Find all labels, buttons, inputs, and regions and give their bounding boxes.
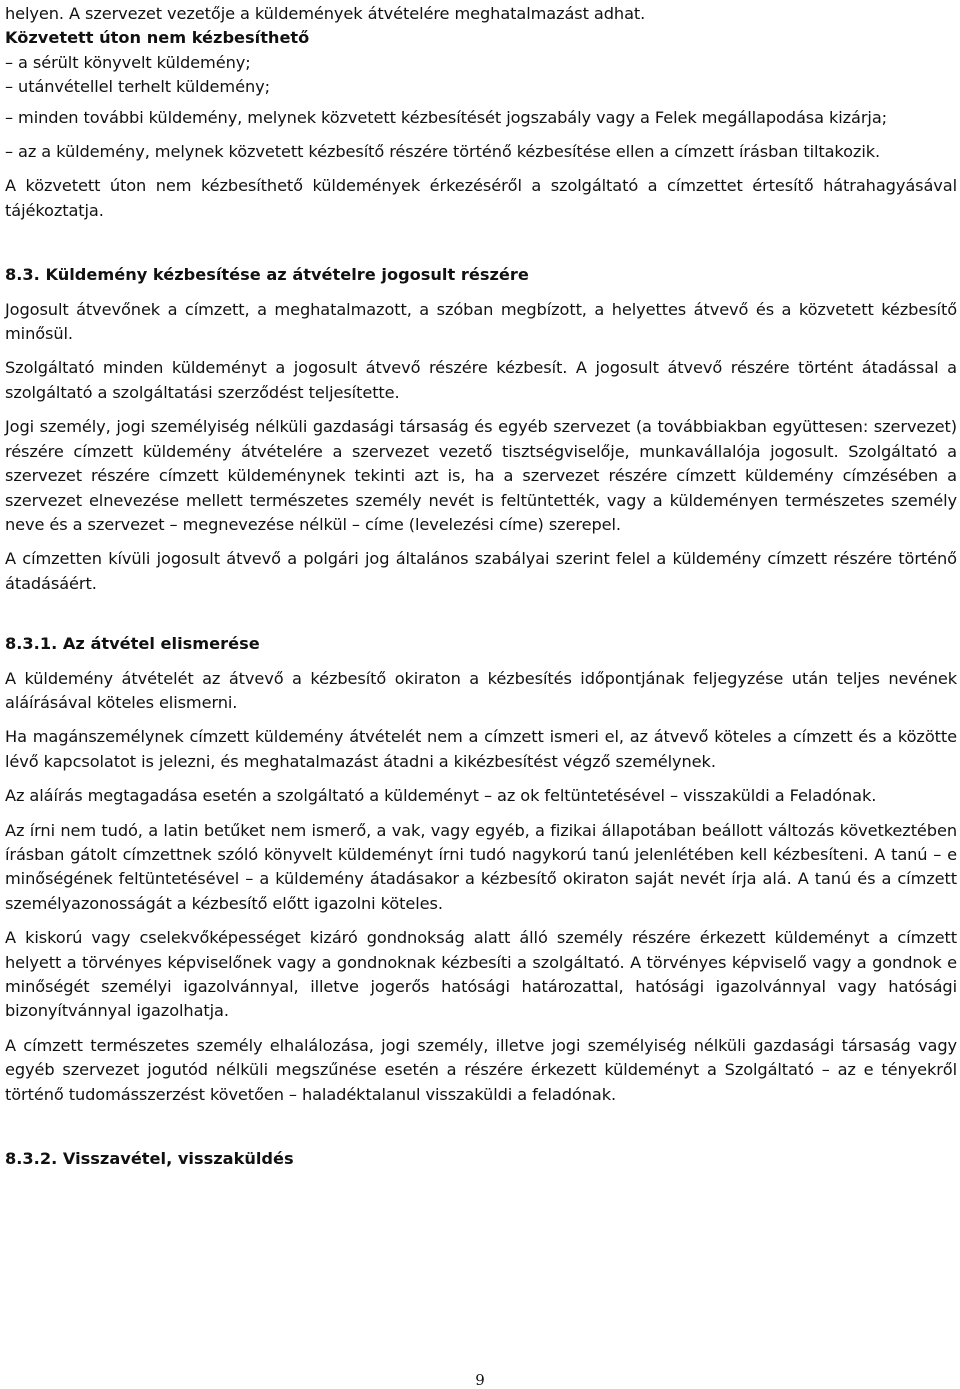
section-8-3-paragraph: Jogosult átvevőnek a címzett, a meghatalmazott, a szóban megbízott, a helyettes átvevő és a közvetett kézbesítő minősül. (5, 299, 957, 344)
section-8-3-paragraph: Szolgáltató minden küldeményt a jogosult átvevő részére kézbesít. A jogosult átvevő részére történt átadással a szolgáltató a szolgáltatási szerződést teljesítette. (5, 358, 957, 402)
document-page (5, 2, 957, 1171)
section-8-3-1-paragraph: Ha magánszemélynek címzett küldemény átvételét nem a címzett ismeri el, az átvevő köteles a címzett és a közötte lévő kapcsolatot is jelezni, és meghatalmazást átadni a kikézbesítést végző személynek. (5, 727, 957, 771)
indirect-delivery-heading: Közvetett úton nem kézbesíthető (5, 28, 310, 48)
section-8-3-2-heading: 8.3.2. Visszavétel, visszaküldés (5, 1149, 294, 1169)
section-8-3-paragraph: A címzetten kívüli jogosult átvevő a polgári jog általános szabályai szerint felel a küldemény címzett részére történő átadásáért. (5, 549, 957, 593)
section-8-3-1-paragraph: Az aláírás megtagadása esetén a szolgáltató a küldeményt – az ok feltüntetésével – visszaküldi a Feladónak. (5, 786, 877, 806)
section-8-3-1-paragraph: A címzett természetes személy elhalálozása, jogi személy, illetve jogi személyiség nélküli gazdasági társaság vagy egyéb szervezet jogutód nélküli megszűnése esetén a részére érkezett küldeményt a Szolgáltató – az e tényekről történő tudomásszerzést követően – haladéktalanul visszaküldi a feladónak. (5, 1035, 957, 1104)
indirect-item-2: – utánvétellel terhelt küldemény; (5, 77, 270, 97)
page-number: 9 (475, 1371, 485, 1389)
section-8-3-1-heading: 8.3.1. Az átvétel elismerése (5, 634, 260, 654)
indirect-item-1: – a sérült könyvelt küldemény; (5, 52, 251, 72)
intro-line: helyen. A szervezet vezetője a küldemények átvételére meghatalmazást adhat. (5, 4, 646, 23)
section-8-3-1-paragraph: A küldemény átvételét az átvevő a kézbesítő okiraton a kézbesítés időpontjának feljegyzése után teljes nevének aláírásával köteles elismerni. (5, 668, 957, 712)
section-8-3-heading: 8.3. Küldemény kézbesítése az átvételre jogosult részére (5, 265, 529, 285)
indirect-item-4: – az a küldemény, melynek közvetett kézbesítő részére történő kézbesítése ellen a címzett írásban tiltakozik. (5, 142, 881, 162)
indirect-item-3: – minden további küldemény, melynek közvetett kézbesítését jogszabály vagy a Felek megállapodása kizárja; (5, 107, 888, 127)
section-8-3-paragraph: Jogi személy, jogi személyiség nélküli gazdasági társaság és egyéb szervezet (a továbbiakban együttesen: szervezet) részére címzett küldemény átvételére a szervezet vezető tisztségviselője, munkavállalója jogosult. Szolgáltató a szervezet részére címzett küldeménynek tekinti azt is, ha a szervezet részére címzett küldemény címzésében a szervezet elnevezése mellett természetes személy nevét is feltüntették, vagy a küldeményen természetes személy neve és a szervezet – megnevezése nélkül – címe (levelezési címe) szerepel. (5, 417, 957, 534)
indirect-note: A közvetett úton nem kézbesíthető küldemények érkezéséről a szolgáltató a címzettet értesítő hátrahagyásával tájékoztatja. (5, 176, 957, 220)
section-8-3-1-paragraph: Az írni nem tudó, a latin betűket nem ismerő, a vak, vagy egyéb, a fizikai állapotában beállott változás következtében írásban gátolt címzettnek szóló könyvelt küldeményt írni tudó nagykorú tanú jelenlétében kell kézbesíteni. A tanú – e minőségének feltüntetésével – a küldemény átadásakor a kézbesítő okiraton saját nevét írja alá. A tanú és a címzett személyazonosságát a kézbesítő előtt igazolni köteles. (5, 820, 957, 913)
section-8-3-1-paragraph: A kiskorú vagy cselekvőképességet kizáró gondnokság alatt álló személy részére érkezett küldeményt a címzett helyett a törvényes képviselőnek vagy a gondnoknak kézbesíti a szolgáltató. A törvényes képviselő vagy a gondnok e minőségét személyi igazolvánnyal, illetve jogerős hatósági határozattal, hatósági igazolvánnyal vagy hatósági bizonyítvánnyal igazolhatja. (5, 928, 957, 1021)
